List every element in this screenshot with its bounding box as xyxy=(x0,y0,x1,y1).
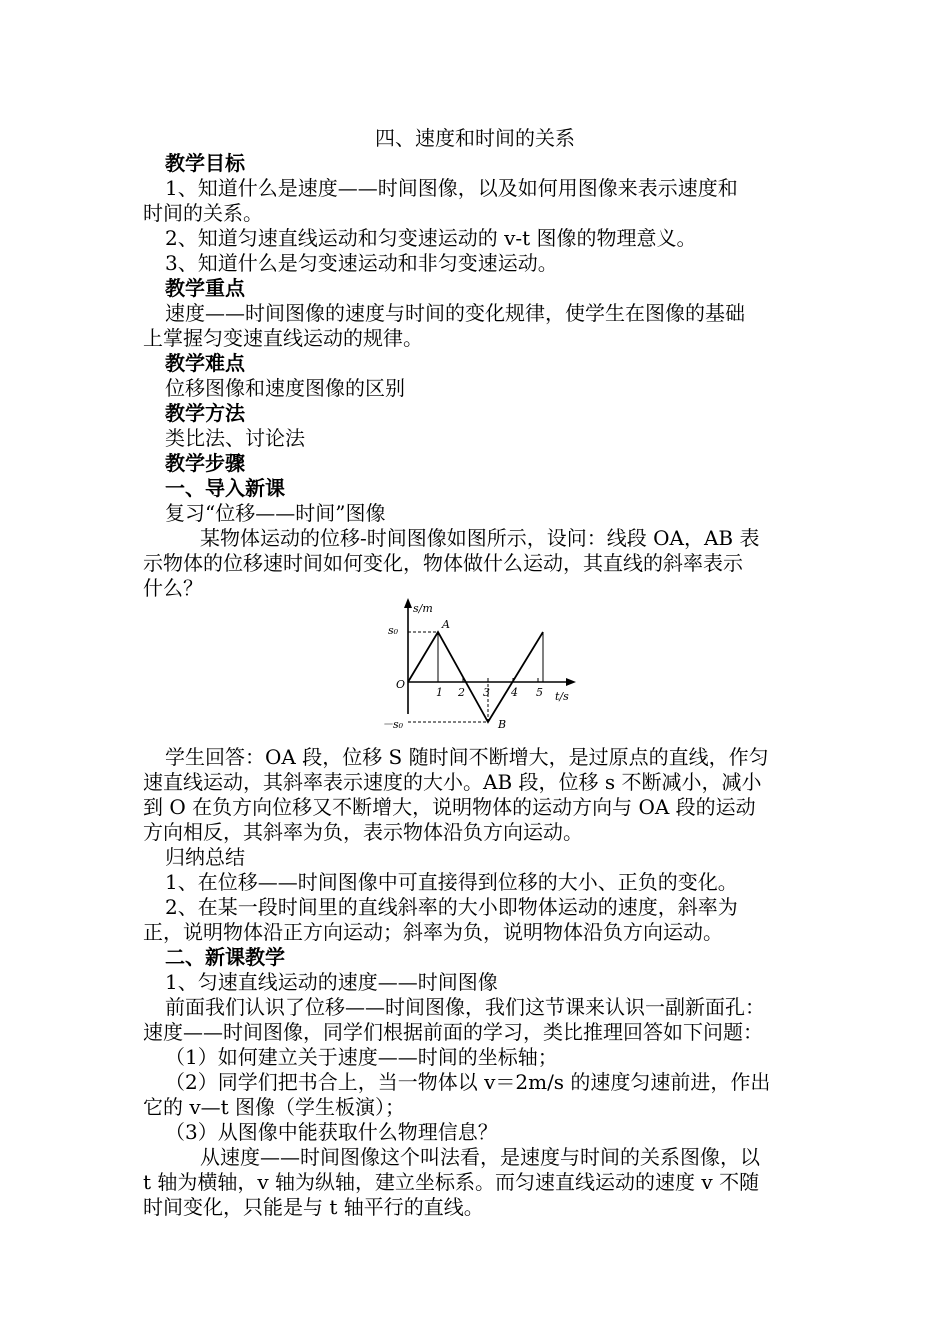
y-axis-arrow xyxy=(404,598,412,608)
summary-heading: 归纳总结 xyxy=(165,845,245,869)
summary-2-line-a: 2、在某一段时间里的直线斜率的大小即物体运动的速度，斜率为 xyxy=(165,895,738,919)
answer-line-c: 到 O 在负方向位移又不断增大，说明物体的运动方向与 OA 段的运动 xyxy=(143,795,756,819)
s0-label: s₀ xyxy=(388,624,399,637)
tick-label-2: 2 xyxy=(458,686,465,699)
summary-1: 1、在位移——时间图像中可直接得到位移的大小、正负的变化。 xyxy=(165,870,738,894)
question-line-a: 某物体运动的位移-时间图像如图所示，设问：线段 OA，AB 表 xyxy=(200,526,760,550)
tick-label-4: 4 xyxy=(511,686,518,699)
method-text: 类比法、讨论法 xyxy=(165,426,305,450)
answer-line-d: 方向相反，其斜率为负，表示物体沿负方向运动。 xyxy=(143,820,583,844)
neg-s0-label: －s₀ xyxy=(382,718,404,731)
s-t-line xyxy=(408,632,543,722)
paragraph-2-line-b: t 轴为横轴，v 轴为纵轴，建立坐标系。而匀速直线运动的速度 v 不随 xyxy=(143,1170,760,1194)
goal-1-line-a: 1、知道什么是速度——时间图像，以及如何用图像来表示速度和 xyxy=(165,176,738,200)
paragraph-2-line-a: 从速度——时间图像这个叫法看，是速度与时间的关系图像，以 xyxy=(200,1145,760,1169)
subsection-1: 1、匀速直线运动的速度——时间图像 xyxy=(165,970,498,994)
difficulty-text: 位移图像和速度图像的区别 xyxy=(165,376,405,400)
answer-line-b: 速直线运动，其斜率表示速度的大小。AB 段，位移 s 不断减小，减小 xyxy=(143,770,762,794)
steps-heading: 教学步骤 xyxy=(165,451,245,475)
question-2-line-b: 它的 v—t 图像（学生板演）； xyxy=(143,1095,406,1119)
goal-3: 3、知道什么是匀变速运动和非匀变速运动。 xyxy=(165,251,558,275)
x-axis-label: t/s xyxy=(555,690,569,703)
point-a-label: A xyxy=(442,618,450,631)
method-heading: 教学方法 xyxy=(165,401,245,425)
displacement-time-graph xyxy=(380,596,580,736)
tick-label-3: 3 xyxy=(483,686,490,699)
goal-2: 2、知道匀速直线运动和匀变速运动的 v-t 图像的物理意义。 xyxy=(165,226,697,250)
focus-heading: 教学重点 xyxy=(165,276,245,300)
y-axis-label: s/m xyxy=(413,602,433,615)
new-lesson-heading: 二、新课教学 xyxy=(165,945,285,969)
page-title: 四、速度和时间的关系 xyxy=(375,126,575,150)
question-1: （1）如何建立关于速度——时间的坐标轴； xyxy=(165,1045,558,1069)
tick-label-1: 1 xyxy=(436,686,443,699)
tick-label-5: 5 xyxy=(536,686,543,699)
review-line: 复习“位移——时间”图像 xyxy=(165,501,386,525)
origin-label: O xyxy=(396,678,406,691)
summary-2-line-b: 正，说明物体沿正方向运动；斜率为负，说明物体沿负方向运动。 xyxy=(143,920,723,944)
focus-line-a: 速度——时间图像的速度与时间的变化规律，使学生在图像的基础 xyxy=(165,301,745,325)
goal-1-line-b: 时间的关系。 xyxy=(143,201,263,225)
paragraph-1-line-b: 速度——时间图像，同学们根据前面的学习，类比推理回答如下问题： xyxy=(143,1020,763,1044)
intro-heading: 一、导入新课 xyxy=(165,476,285,500)
focus-line-b: 上掌握匀变速直线运动的规律。 xyxy=(143,326,423,350)
x-axis-arrow xyxy=(566,678,576,686)
question-line-b: 示物体的位移速时间如何变化，物体做什么运动，其直线的斜率表示 xyxy=(143,551,743,575)
point-b-label: B xyxy=(498,718,507,731)
paragraph-2-line-c: 时间变化，只能是与 t 轴平行的直线。 xyxy=(143,1195,484,1219)
answer-line-a: 学生回答：OA 段，位移 S 随时间不断增大，是过原点的直线，作匀 xyxy=(165,745,769,769)
question-3: （3）从图像中能获取什么物理信息？ xyxy=(165,1120,498,1144)
question-2-line-a: （2）同学们把书合上，当一物体以 v＝2m/s 的速度匀速前进，作出 xyxy=(165,1070,771,1094)
difficulty-heading: 教学难点 xyxy=(165,351,245,375)
question-line-c: 什么？ xyxy=(143,576,203,600)
paragraph-1-line-a: 前面我们认识了位移——时间图像，我们这节课来认识一副新面孔： xyxy=(165,995,765,1019)
goals-heading: 教学目标 xyxy=(165,151,245,175)
